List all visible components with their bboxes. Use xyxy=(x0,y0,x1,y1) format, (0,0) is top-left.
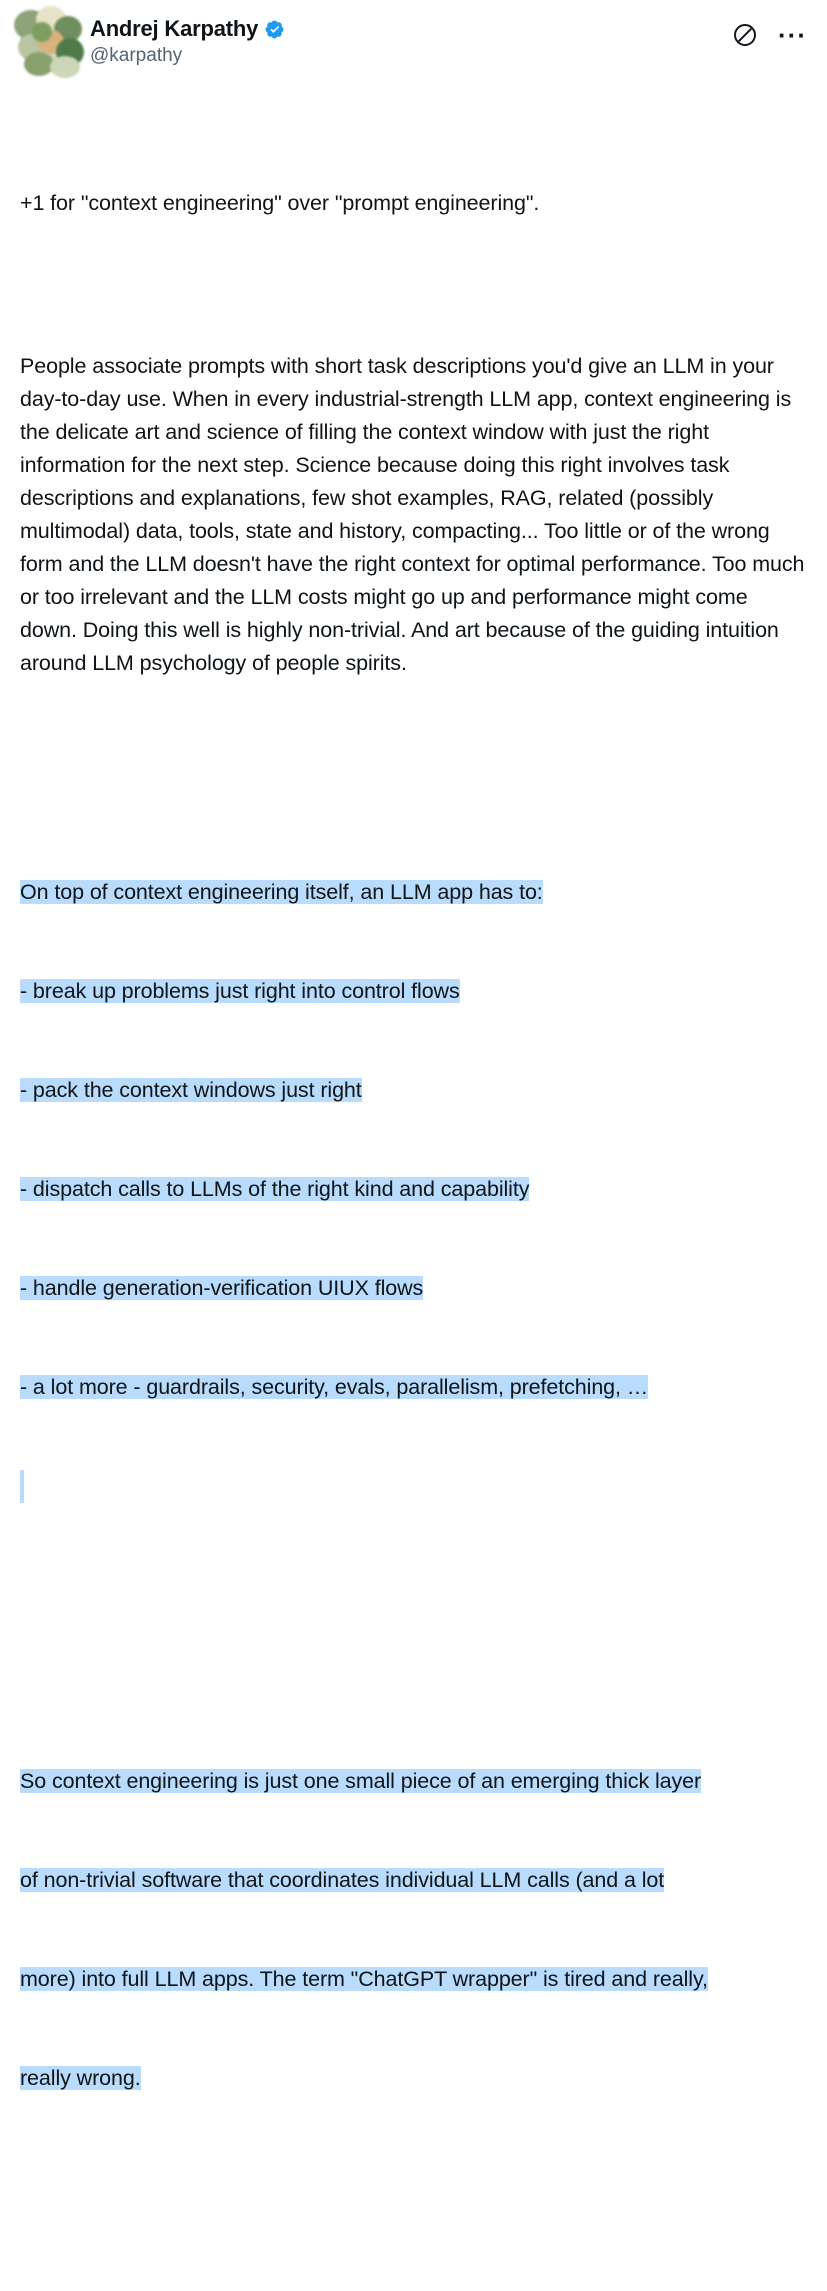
highlighted-line xyxy=(20,975,807,1008)
tweet-highlighted-list xyxy=(20,810,807,1569)
more-options-icon[interactable]: ··· xyxy=(778,20,807,50)
selection-gap xyxy=(20,1470,807,1503)
tweet-header xyxy=(20,14,807,72)
highlighted-line-text: - dispatch calls to LLMs of the right kind and capability xyxy=(20,1177,530,1201)
author-handle[interactable]: @karpathy xyxy=(90,45,183,66)
highlighted-line xyxy=(20,1765,807,1798)
highlighted-line xyxy=(20,1963,807,1996)
author-name-row xyxy=(90,16,285,42)
tweet-paragraph-1: +1 for "context engineering" over "prompt engineering". xyxy=(20,191,540,215)
highlighted-line xyxy=(20,1371,807,1404)
highlighted-line-text: - break up problems just right into control flows xyxy=(20,979,460,1003)
highlighted-line xyxy=(20,1272,807,1305)
highlighted-line xyxy=(20,1074,807,1107)
avatar[interactable] xyxy=(20,14,78,72)
highlighted-line-text: - a lot more - guardrails, security, evals, parallelism, prefetching, … xyxy=(20,1375,649,1399)
highlighted-line-text: more) into full LLM apps. The term "ChatGPT wrapper" is tired and really, xyxy=(20,1967,708,1991)
highlighted-line-text: - pack the context windows just right xyxy=(20,1078,362,1102)
author-block xyxy=(90,14,285,68)
highlighted-line-text: of non-trivial software that coordinates individual LLM calls (and a lot xyxy=(20,1868,665,1892)
verified-badge-icon xyxy=(264,19,285,40)
avatar-shape xyxy=(50,56,80,78)
highlighted-line-text: On top of context engineering itself, an LLM app has to: xyxy=(20,880,543,904)
author-display-name[interactable]: Andrej Karpathy xyxy=(90,16,259,41)
tweet-header-actions xyxy=(732,22,807,48)
tweet-paragraph-2: People associate prompts with short task descriptions you'd give an LLM in your day-to-day use. When in every industrial-strength LLM app, context engineering is the delicate art and science of filling the context window with just the right information for the next step. Science because doing this right involves task descriptions and explanations, few shot examples, RAG, related (possibly multimodal) data, tools, state and history, compacting... Too little or of the wrong form and the LLM doesn't have the right context for optimal performance. Too much or too irrelevant and the LLM costs might go up and performance might come down. Doing this well is highly non-trivial. And art because of the guiding intuition around LLM psychology of people spirits. xyxy=(20,354,811,675)
highlighted-line-text: - handle generation-verification UIUX flows xyxy=(20,1276,424,1300)
grok-icon[interactable] xyxy=(732,22,758,48)
highlighted-line xyxy=(20,1173,807,1206)
highlighted-line xyxy=(20,876,807,909)
avatar-shape xyxy=(32,22,52,42)
highlighted-line xyxy=(20,1864,807,1897)
highlighted-line-text: So context engineering is just one small piece of an emerging thick layer xyxy=(20,1769,702,1793)
tweet-final-paragraph xyxy=(20,1699,807,2161)
highlighted-line-text: really wrong. xyxy=(20,2066,141,2090)
tweet-body xyxy=(20,88,811,2291)
highlighted-line xyxy=(20,2062,807,2095)
